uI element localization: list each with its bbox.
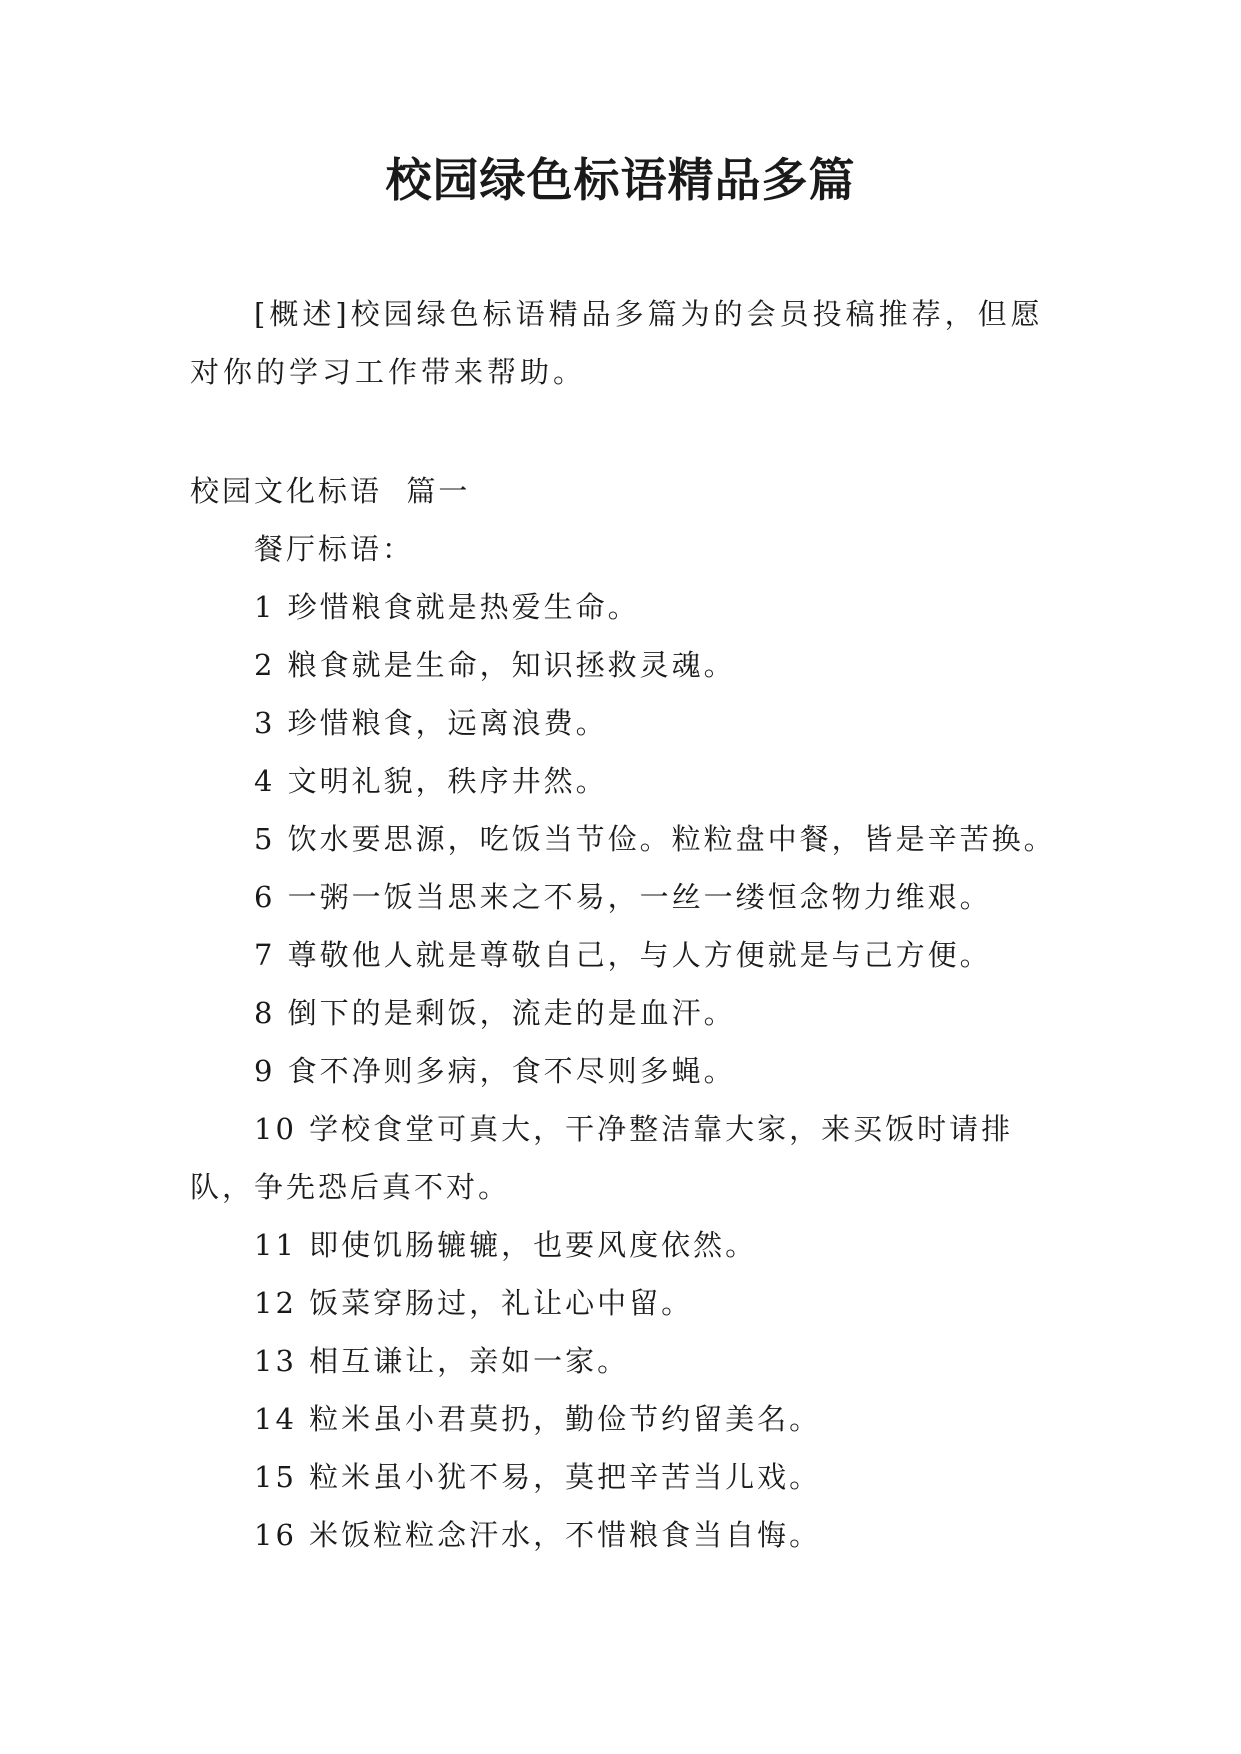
section-content (190, 520, 1070, 1564)
slogan-item: 4 文明礼貌，秩序井然。 (254, 764, 608, 798)
slogan-item: 1 珍惜粮食就是热爱生命。 (254, 590, 640, 624)
slogan-item: 14 粒米虽小君莫扔，勤俭节约留美名。 (254, 1402, 822, 1436)
document-title: 校园绿色标语精品多篇 (385, 153, 856, 207)
slogan-item: 5 饮水要思源，吃饭当节俭。粒粒盘中餐，皆是辛苦换。 (254, 822, 1056, 856)
slogan-item: 2 粮食就是生命，知识拯救灵魂。 (254, 648, 736, 682)
slogan-item: 6 一粥一饭当思来之不易，一丝一缕恒念物力维艰。 (254, 880, 992, 914)
slogan-item: 12 饭菜穿肠过，礼让心中留。 (254, 1286, 694, 1320)
slogan-item: 10 学校食堂可真大，干净整洁靠大家，来买饭时请排队，争先恐后真不对。 (190, 1112, 1014, 1204)
slogan-item: 8 倒下的是剩饭，流走的是血汗。 (254, 996, 736, 1030)
slogan-item: 16 米饭粒粒念汗水，不惜粮食当自悔。 (254, 1518, 822, 1552)
section-heading: 校园文化标语 篇一 (190, 474, 471, 508)
slogan-item: 3 珍惜粮食，远离浪费。 (254, 706, 608, 740)
slogan-item: 11 即使饥肠辘辘，也要风度依然。 (254, 1228, 758, 1262)
slogan-item: 15 粒米虽小犹不易，莫把辛苦当儿戏。 (254, 1460, 822, 1494)
section-subheading: 餐厅标语： (254, 532, 415, 566)
slogan-item: 13 相互谦让，亲如一家。 (254, 1344, 630, 1378)
document-summary: [概述]校园绿色标语精品多篇为的会员投稿推荐，但愿对你的学习工作带来帮助。 (190, 297, 1044, 389)
slogan-item: 9 食不净则多病，食不尽则多蝇。 (254, 1054, 736, 1088)
slogan-item: 7 尊敬他人就是尊敬自己，与人方便就是与己方便。 (254, 938, 992, 972)
